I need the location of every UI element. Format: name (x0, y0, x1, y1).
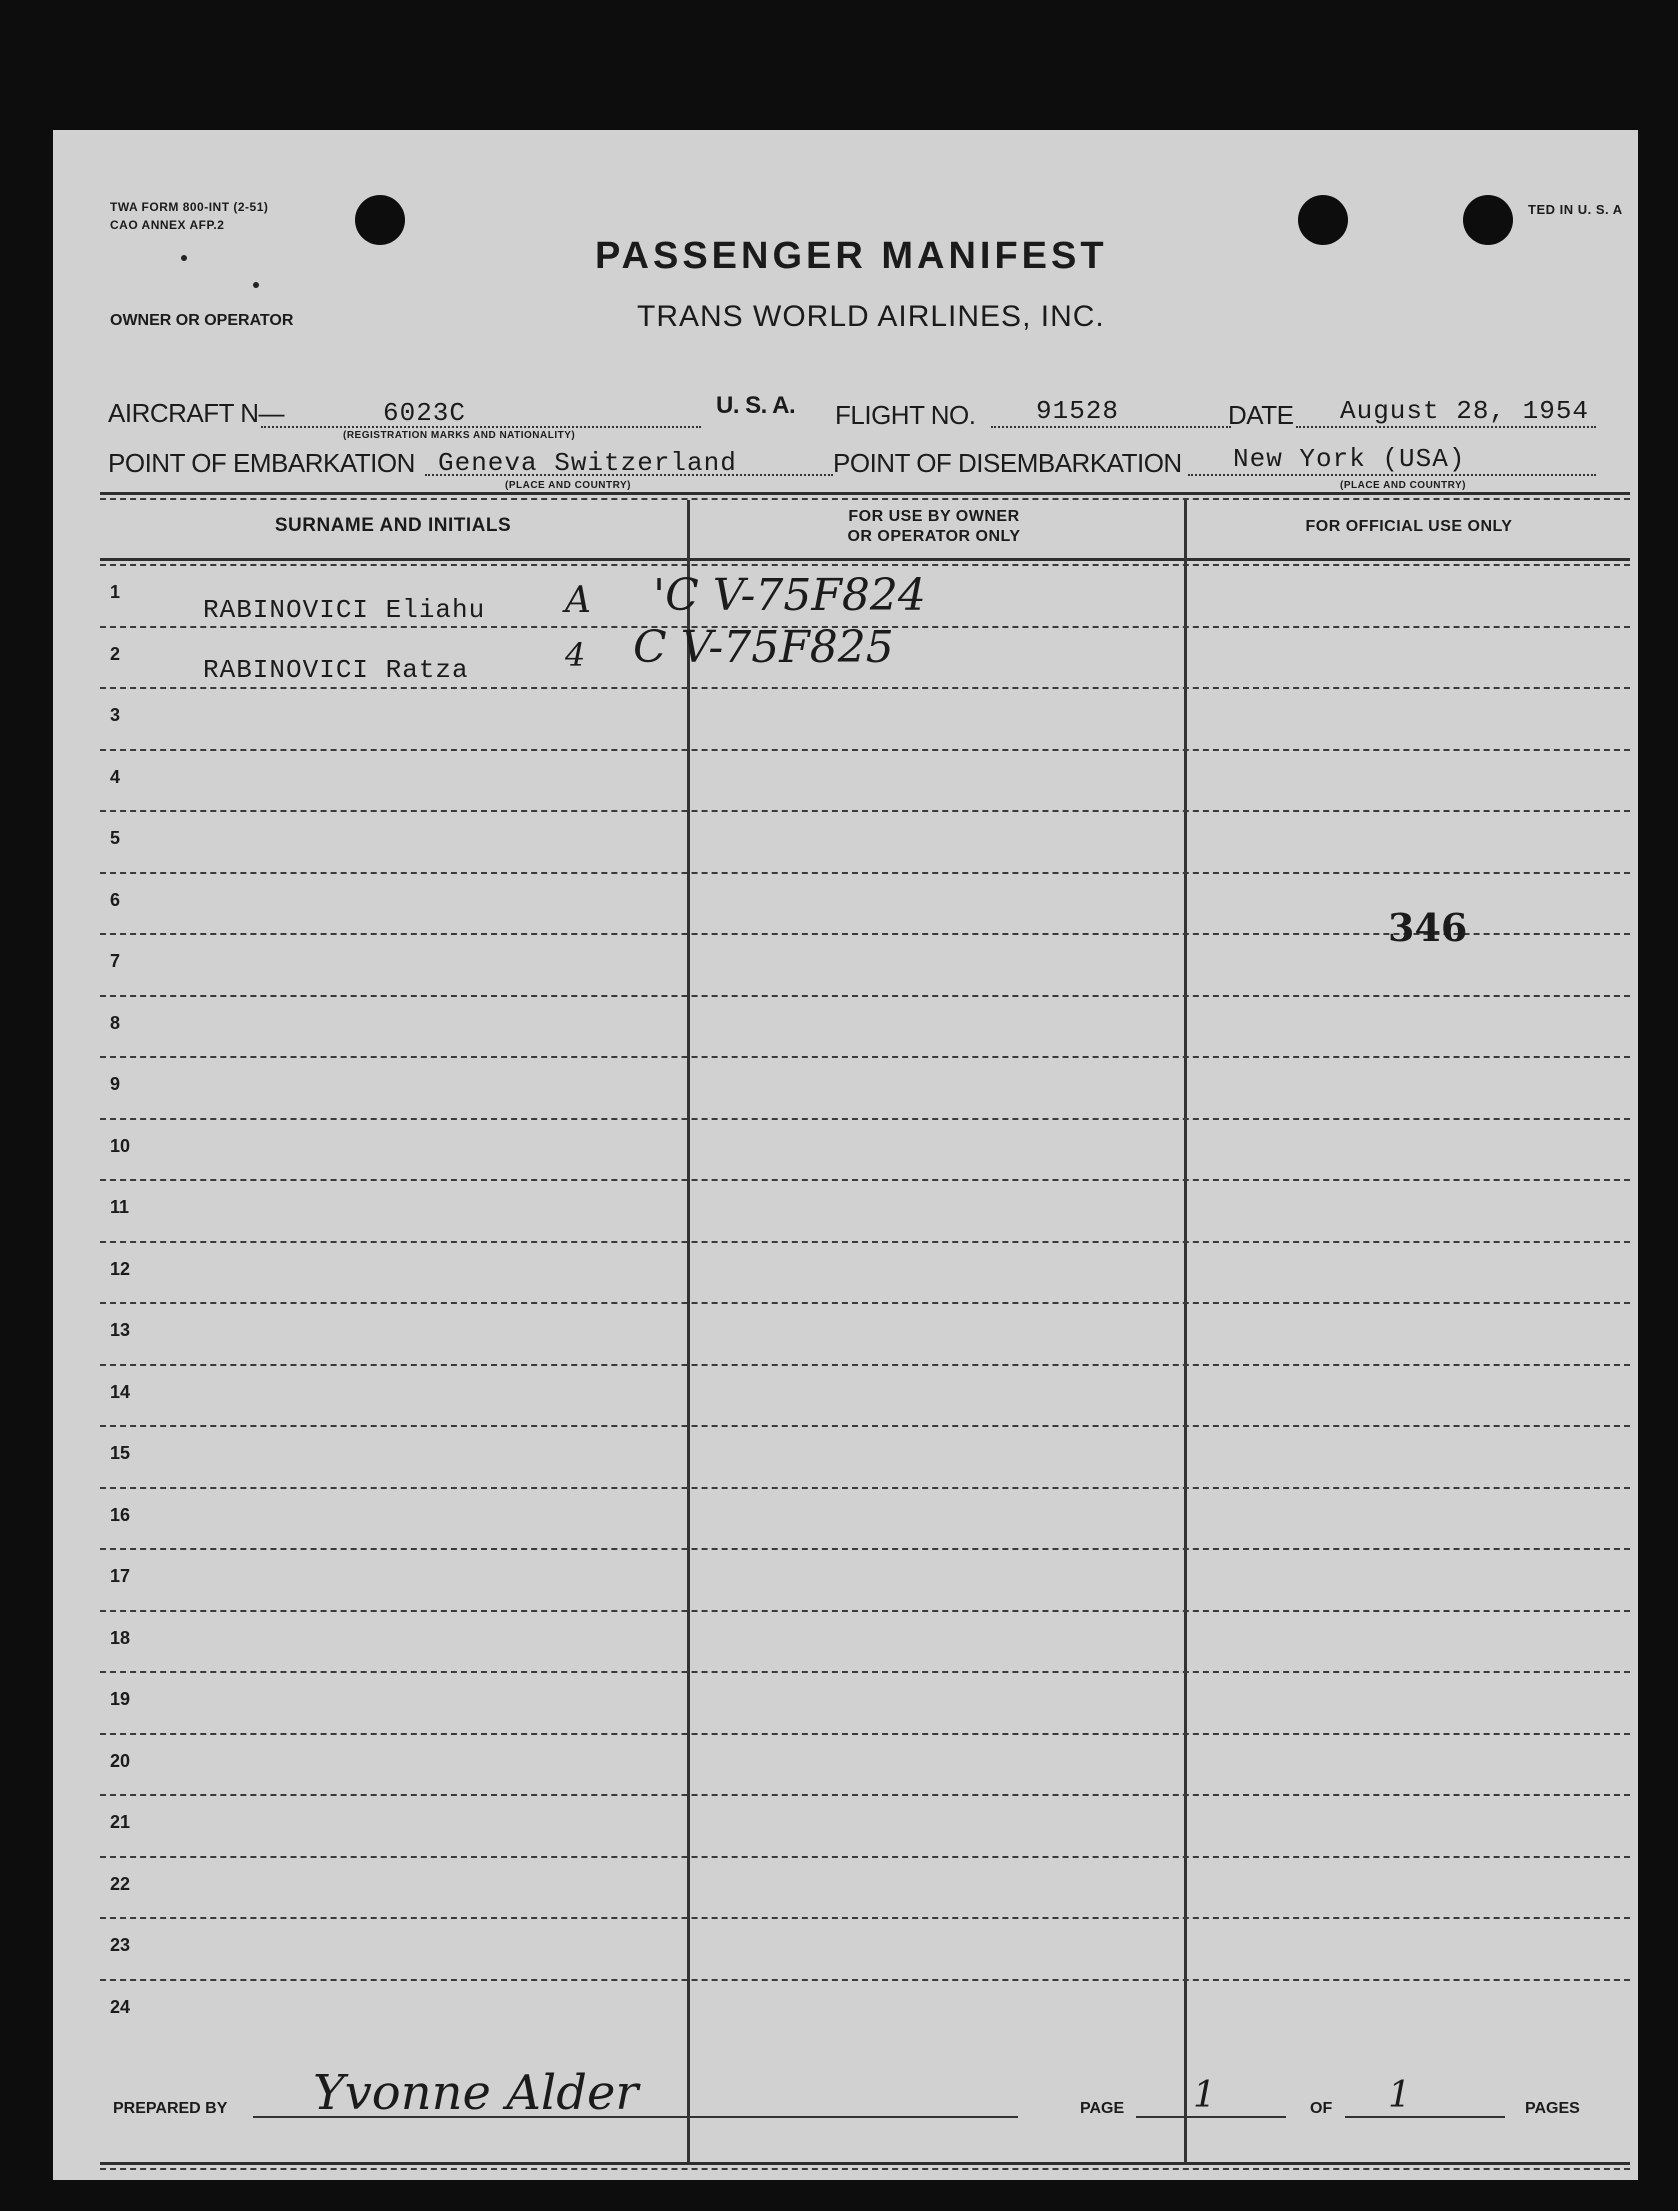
row-number: 12 (110, 1258, 131, 1279)
row-divider (100, 1241, 1630, 1243)
row-divider (100, 1733, 1630, 1735)
row-number: 20 (110, 1750, 131, 1771)
row-divider (100, 1917, 1630, 1919)
airline-name: TRANS WORLD AIRLINES, INC. (637, 300, 1105, 333)
row-divider (100, 1487, 1630, 1489)
row-divider (100, 749, 1630, 751)
row-number: 22 (110, 1873, 131, 1894)
speck (253, 282, 259, 288)
aircraft-label: AIRCRAFT N— (108, 398, 285, 428)
table-top-rule (100, 492, 1630, 495)
date-underline (1296, 426, 1596, 428)
row-divider (100, 687, 1630, 689)
disembarkation-caption: (PLACE AND COUNTRY) (1340, 480, 1466, 491)
flight-no-label: FLIGHT NO. (835, 400, 976, 430)
row-number: 21 (110, 1812, 131, 1832)
registration-caption: (REGISTRATION MARKS AND NATIONALITY) (343, 430, 576, 441)
page-title: PASSENGER MANIFEST (595, 235, 1108, 277)
form-code-line1: TWA FORM 800-INT (2-51) (110, 200, 269, 214)
embarkation-label: POINT OF EMBARKATION (108, 448, 415, 478)
table-bottom-rule-2 (100, 2168, 1630, 2170)
passenger-owner-note-1: 'C V-75F824 (653, 570, 926, 621)
table-top-rule-2 (100, 498, 1630, 500)
row-number: 16 (110, 1504, 131, 1525)
passenger-mark-1: A (565, 580, 591, 621)
row-divider (100, 1610, 1630, 1612)
row-number: 18 (110, 1627, 131, 1648)
row-divider (100, 1425, 1630, 1427)
disembarkation-value: New York (USA) (1233, 444, 1466, 474)
disembarkation-label: POINT OF DISEMBARKATION (833, 448, 1182, 478)
row-number: 15 (110, 1443, 131, 1463)
printed-in-note: TED IN U. S. A (1528, 202, 1623, 217)
of-underline (1345, 2116, 1505, 2118)
row-number: 23 (110, 1935, 131, 1955)
manifest-paper (53, 130, 1638, 2180)
row-number: 13 (110, 1320, 131, 1340)
row-divider (100, 1794, 1630, 1796)
row-divider (100, 1118, 1630, 1120)
row-number: 9 (110, 1074, 121, 1094)
of-label: OF (1310, 2100, 1333, 2117)
row-number: 7 (110, 951, 121, 971)
punch-hole-right (1463, 195, 1513, 245)
pages-label: PAGES (1525, 2100, 1580, 2117)
row-number: 1 (110, 582, 121, 602)
column-official: FOR OFFICIAL USE ONLY (1305, 518, 1513, 535)
date-value: August 28, 1954 (1340, 396, 1590, 426)
header-bottom-rule (100, 558, 1630, 561)
passenger-name-2: RABINOVICI Ratza (203, 655, 469, 685)
column-surname: SURNAME AND INITIALS (274, 515, 512, 536)
row-number: 14 (110, 1381, 131, 1402)
row-number: 6 (110, 889, 121, 910)
flight-no-underline (991, 426, 1231, 428)
aircraft-underline (261, 426, 701, 428)
disembarkation-underline (1188, 474, 1596, 476)
page-value: 1 (1193, 2075, 1216, 2116)
row-number: 5 (110, 828, 121, 848)
speck (181, 255, 187, 261)
row-divider (100, 995, 1630, 997)
row-divider (100, 1979, 1630, 1981)
page-underline (1136, 2116, 1286, 2118)
column-owner-line2: OR OPERATOR ONLY (847, 528, 1021, 545)
row-number: 24 (110, 1996, 131, 2017)
row-divider (100, 1056, 1630, 1058)
flight-no-value: 91528 (1036, 396, 1120, 426)
of-value: 1 (1388, 2075, 1411, 2116)
row-divider (100, 1364, 1630, 1366)
embarkation-value: Geneva Switzerland (438, 448, 737, 478)
row-number: 2 (110, 643, 121, 664)
table-bottom-rule (100, 2162, 1630, 2165)
aircraft-value: 6023C (383, 398, 467, 428)
row-number: 10 (110, 1135, 131, 1156)
prepared-by-signature: Yvonne Alder (313, 2065, 639, 2121)
usa-label: U. S. A. (716, 392, 796, 419)
row-divider (100, 1548, 1630, 1550)
row-divider (100, 1302, 1630, 1304)
punch-hole-center-right (1298, 195, 1348, 245)
embarkation-caption: (PLACE AND COUNTRY) (505, 480, 631, 491)
owner-or-operator-label: OWNER OR OPERATOR (110, 312, 294, 329)
passenger-mark-2: 4 (565, 636, 586, 674)
row-divider (100, 1671, 1630, 1673)
official-stamp: 346 (1388, 905, 1468, 950)
row-number: 3 (110, 705, 121, 725)
row-divider (100, 872, 1630, 874)
header-bottom-rule-2 (100, 564, 1630, 566)
row-number: 17 (110, 1566, 131, 1586)
passenger-name-1: RABINOVICI Eliahu (203, 595, 486, 625)
page-label: PAGE (1080, 2100, 1125, 2117)
passenger-owner-note-2: C V-75F825 (633, 622, 894, 673)
punch-hole-left (355, 195, 405, 245)
row-divider (100, 810, 1630, 812)
prepared-by-label: PREPARED BY (113, 2100, 228, 2117)
row-number: 19 (110, 1689, 131, 1709)
date-label: DATE (1228, 400, 1294, 430)
row-number: 8 (110, 1012, 121, 1033)
column-owner-line1: FOR USE BY OWNER (848, 508, 1020, 525)
row-number: 4 (110, 766, 121, 787)
row-number: 11 (110, 1197, 130, 1217)
form-code-line2: CAO ANNEX AFP.2 (110, 218, 225, 232)
row-divider (100, 1179, 1630, 1181)
row-divider (100, 1856, 1630, 1858)
